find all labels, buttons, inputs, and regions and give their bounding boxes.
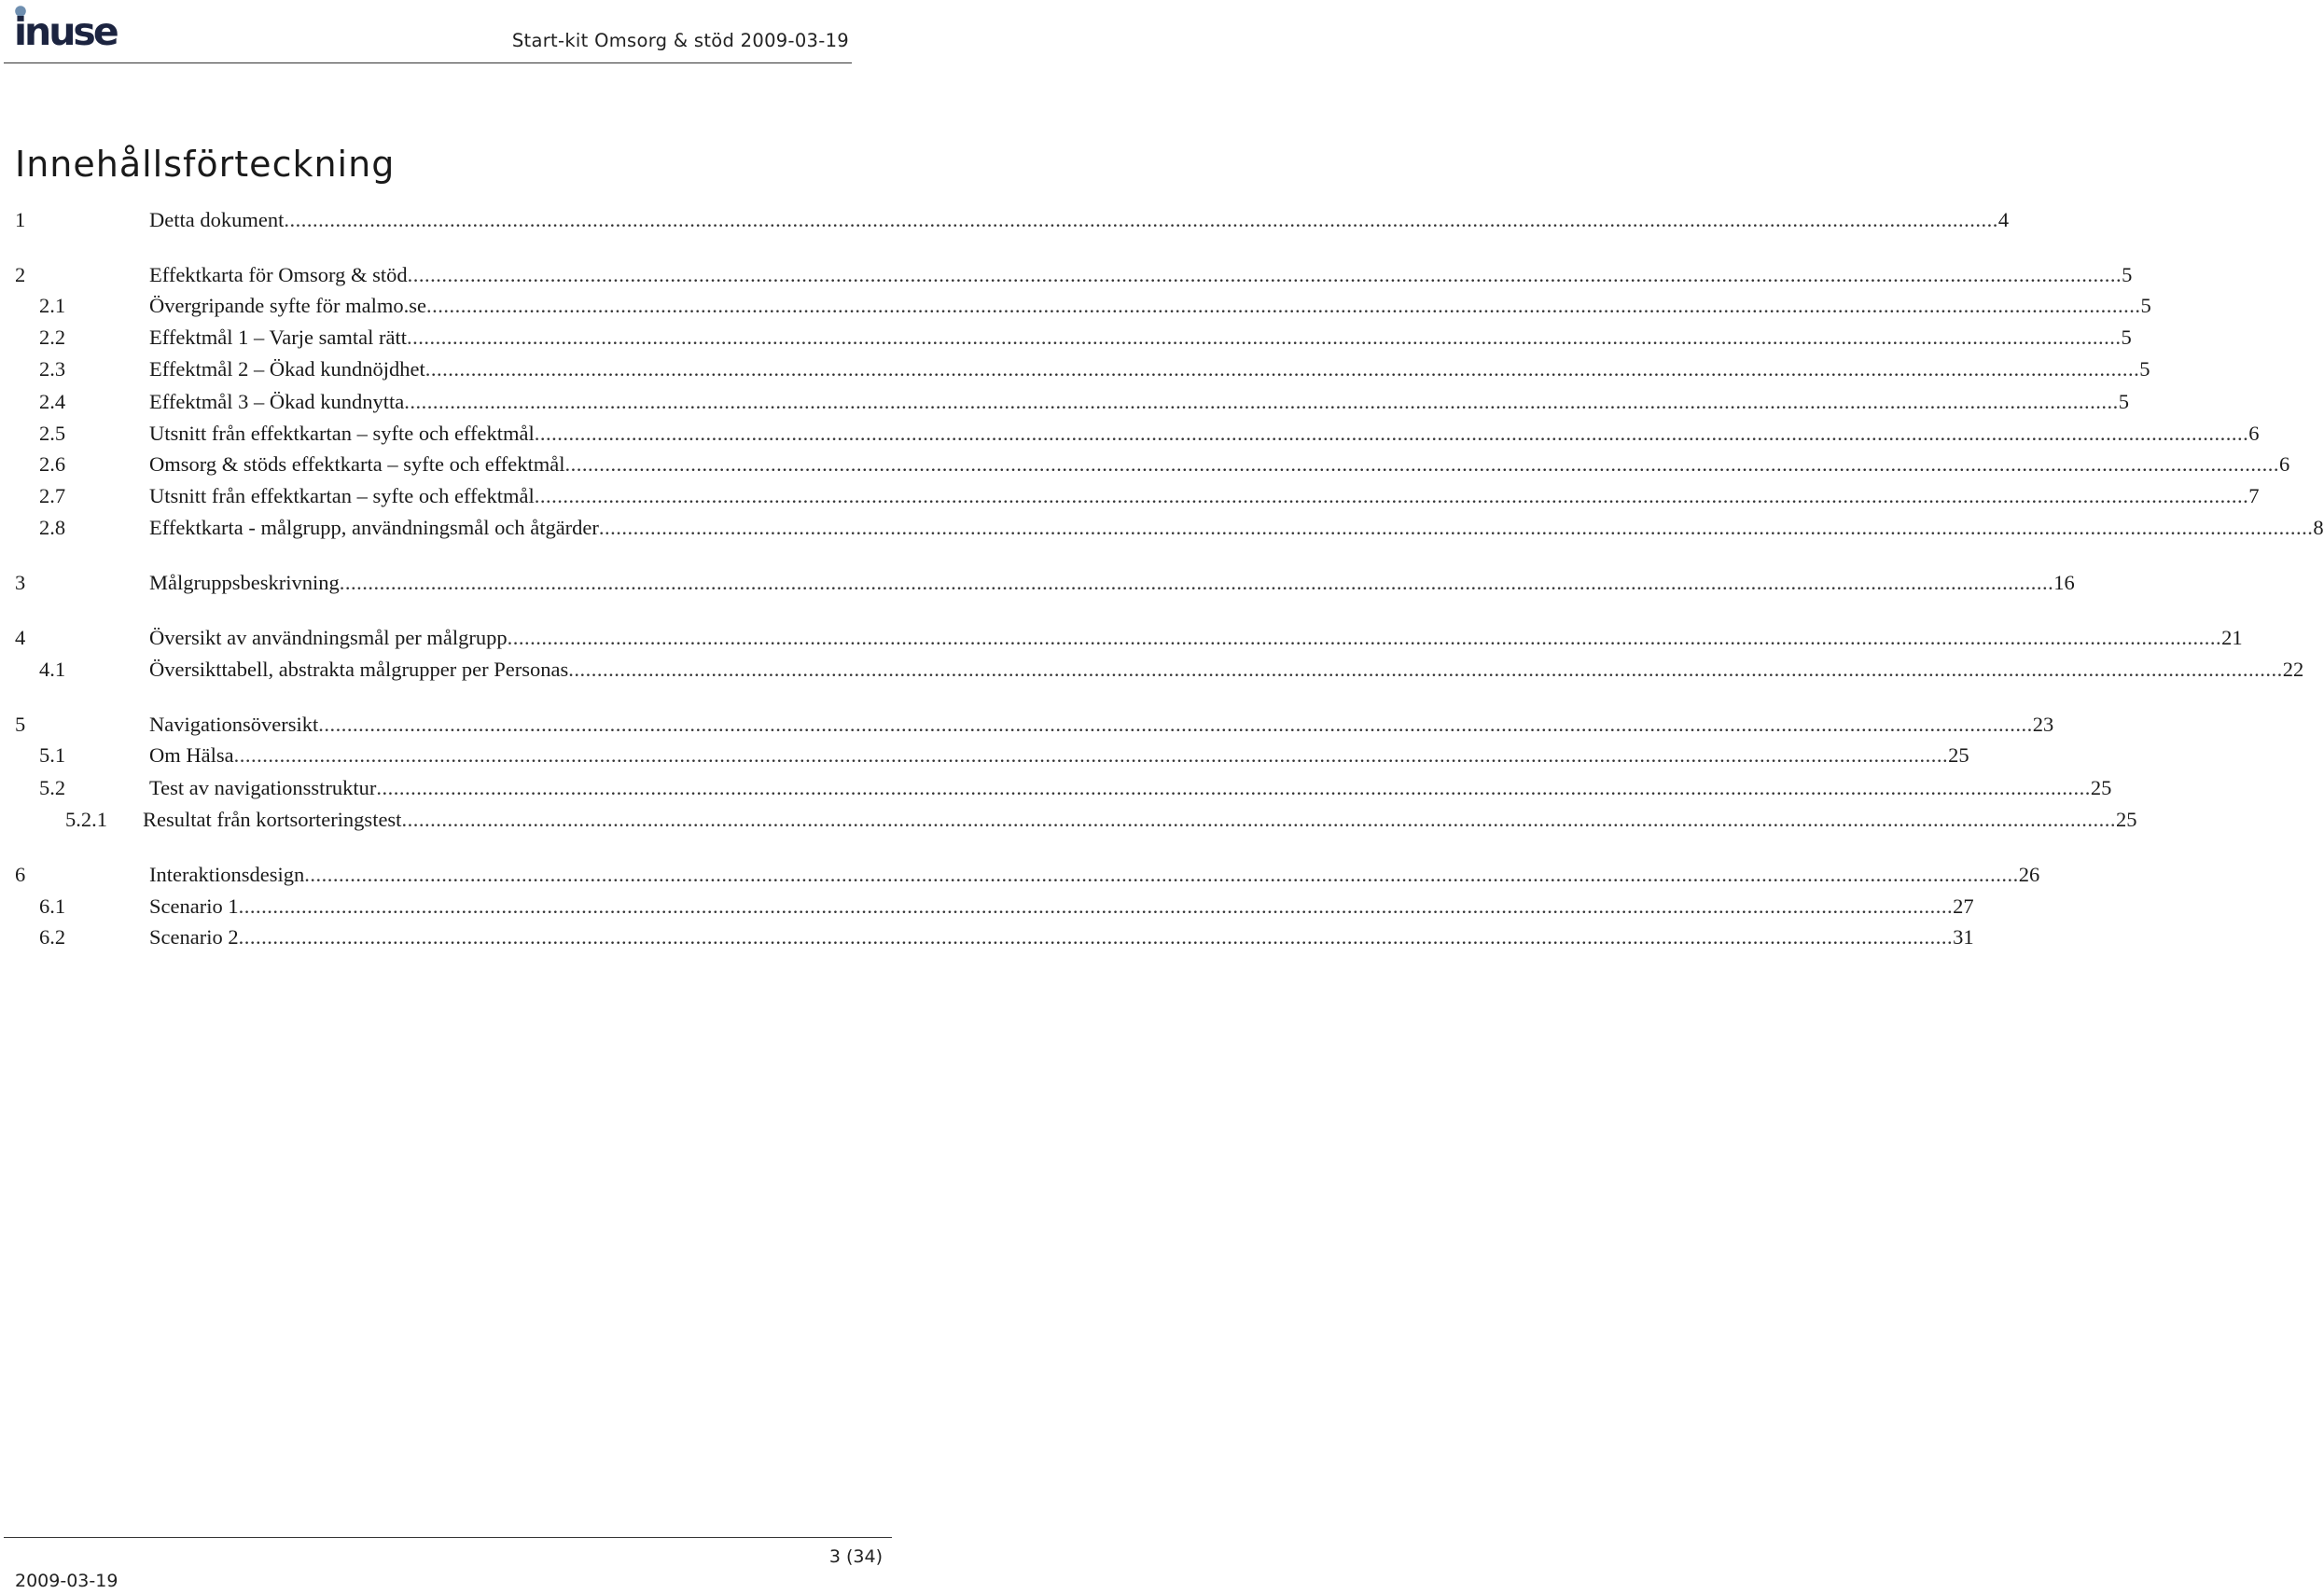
toc-entry[interactable]: [0, 569, 2075, 597]
toc-entry-title: Test av navigationsstruktur: [149, 776, 377, 799]
toc-entry-line: [149, 206, 2010, 234]
toc-entry-line: [149, 893, 1974, 921]
toc-entry-page: 16: [2053, 571, 2075, 594]
toc-entry-number: 6: [15, 863, 26, 886]
toc-entry-page: 5: [2122, 263, 2133, 286]
toc-entry-number: 4: [15, 626, 26, 649]
toc-dot-leader: ............................................................................................................................................................................................................................................................................................................: [534, 484, 2249, 507]
toc-entry-line: [149, 624, 2243, 652]
toc-entry-page: 6: [2279, 452, 2290, 476]
toc-dot-leader: ............................................................................................................................................................................................................................................................................................................: [318, 713, 2033, 736]
toc-dot-leader: ............................................................................................................................................................................................................................................................................................................: [238, 925, 1954, 949]
toc-entry-number: 2: [15, 263, 26, 286]
toc-entry-title: Utsnitt från effektkartan – syfte och effektmål: [149, 484, 535, 507]
toc-entry-line: [149, 292, 2151, 320]
toc-entry-line: [149, 711, 2054, 739]
toc-entry-number: 2.6: [39, 452, 66, 476]
toc-dot-leader: ............................................................................................................................................................................................................................................................................................................: [564, 452, 2280, 476]
toc-entry-number: 5.2: [39, 776, 66, 799]
toc-entry-number: 2.3: [39, 357, 66, 381]
document-title: Start-kit Omsorg & stöd 2009-03-19: [511, 30, 849, 51]
toc-dot-leader: ............................................................................................................................................................................................................................................................................................................: [407, 263, 2122, 286]
toc-entry-title: Detta dokument: [149, 208, 285, 231]
toc-entry-line: [149, 324, 2132, 352]
toc-entry[interactable]: [0, 206, 2010, 234]
toc-dot-leader: ............................................................................................................................................................................................................................................................................................................: [568, 658, 2283, 681]
toc-heading: Innehållsförteckning: [15, 144, 396, 185]
toc-entry-page: 22: [2282, 658, 2304, 681]
toc-dot-leader: ............................................................................................................................................................................................................................................................................................................: [598, 516, 2314, 539]
page-indicator: 3 (34): [828, 1546, 883, 1567]
toc-entry-page: 5: [2140, 294, 2151, 317]
toc-entry-number: 6.2: [39, 925, 66, 949]
toc-entry-line: [149, 861, 2040, 889]
toc-entry-page: 6: [2248, 422, 2260, 445]
toc-entry-page: 5: [2121, 326, 2132, 349]
toc-entry-number: 5.1: [39, 743, 66, 767]
toc-entry-page: 7: [2248, 484, 2260, 507]
toc-entry-number: 4.1: [39, 658, 66, 681]
toc-entry-page: 4: [1997, 208, 2010, 231]
toc-entry-page: 27: [1953, 894, 1974, 918]
toc-entry-page: 26: [2018, 863, 2040, 886]
toc-entry-title: Om Hälsa: [149, 743, 234, 767]
toc-dot-leader: ............................................................................................................................................................................................................................................................................................................: [404, 390, 2119, 413]
toc-dot-leader: ............................................................................................................................................................................................................................................................................................................: [304, 863, 2019, 886]
toc-dot-leader: ............................................................................................................................................................................................................................................................................................................: [507, 626, 2222, 649]
toc-entry-title: Effektmål 1 – Varje samtal rätt: [149, 326, 407, 349]
toc-entry-line: [149, 482, 2260, 510]
toc-entry-line: [149, 742, 1969, 769]
toc-entry-line: [149, 569, 2075, 597]
toc-entry-title: Målgruppsbeskrivning: [149, 571, 340, 594]
toc-dot-leader: ............................................................................................................................................................................................................................................................................................................: [233, 743, 1949, 767]
page-header: [0, 0, 896, 65]
toc-entry-line: [149, 420, 2260, 448]
toc-dot-leader: ............................................................................................................................................................................................................................................................................................................: [426, 294, 2141, 317]
toc-entry-number: 5.2.1: [65, 808, 107, 831]
toc-entry-title: Effektmål 2 – Ökad kundnöjdhet: [149, 357, 425, 381]
toc-entry-number: 2.8: [39, 516, 66, 539]
toc-entry-page: 5: [2139, 357, 2150, 381]
toc-entry[interactable]: [0, 261, 2133, 289]
toc-entry-title: Resultat från kortsorteringstest: [143, 808, 402, 831]
toc-entry-title: Navigationsöversikt: [149, 713, 319, 736]
toc-entry-line: [143, 806, 2137, 834]
toc-entry-number: 2.5: [39, 422, 66, 445]
toc-entry-page: 31: [1953, 925, 1974, 949]
toc-entry-page: 21: [2221, 626, 2243, 649]
inuse-logo: [15, 2, 141, 54]
toc-entry-title: Övergripande syfte för malmo.se: [149, 294, 426, 317]
toc-dot-leader: ............................................................................................................................................................................................................................................................................................................: [238, 894, 1954, 918]
toc-entry-number: 6.1: [39, 894, 66, 918]
header-divider: [4, 62, 852, 63]
toc-entry-line: [149, 261, 2133, 289]
toc-dot-leader: ............................................................................................................................................................................................................................................................................................................: [534, 422, 2249, 445]
toc-entry-line: [149, 923, 1974, 951]
toc-dot-leader: ............................................................................................................................................................................................................................................................................................................: [401, 808, 2116, 831]
toc-entry-line: [149, 514, 2324, 542]
toc-entry-title: Interaktionsdesign: [149, 863, 305, 886]
toc-entry[interactable]: [0, 861, 2040, 889]
toc-entry-line: [149, 355, 2150, 383]
toc-entry-number: 1: [15, 208, 26, 231]
toc-entry-title: Översikt av användningsmål per målgrupp: [149, 626, 508, 649]
toc-entry-page: 5: [2118, 390, 2130, 413]
toc-dot-leader: ............................................................................................................................................................................................................................................................................................................: [339, 571, 2054, 594]
toc-entry-number: 2.1: [39, 294, 66, 317]
toc-entry-page: 25: [2090, 776, 2112, 799]
toc-entry-line: [149, 774, 2112, 802]
toc-entry-line: [149, 656, 2304, 684]
toc-entry[interactable]: [0, 624, 2243, 652]
toc-entry-title: Omsorg & stöds effektkarta – syfte och effektmål: [149, 452, 565, 476]
toc-entry-title: Scenario 1: [149, 894, 239, 918]
toc-entry[interactable]: [0, 711, 2054, 739]
toc-entry-page: 8: [2313, 516, 2324, 539]
footer-date: 2009-03-19: [15, 1571, 118, 1591]
toc-entry-number: 5: [15, 713, 26, 736]
toc-dot-leader: ............................................................................................................................................................................................................................................................................................................: [376, 776, 2091, 799]
toc-dot-leader: ............................................................................................................................................................................................................................................................................................................: [284, 208, 1998, 231]
toc-entry-title: Översikttabell, abstrakta målgrupper per Personas: [149, 658, 569, 681]
toc-entry-title: Effektkarta för Omsorg & stöd: [149, 263, 408, 286]
toc-entry-line: [149, 450, 2290, 478]
toc-entry-number: 2.2: [39, 326, 66, 349]
toc-entry-number: 2.4: [39, 390, 66, 413]
toc-entry-title: Effektkarta - målgrupp, användningsmål och åtgärder: [149, 516, 599, 539]
toc-entry-title: Utsnitt från effektkartan – syfte och effektmål: [149, 422, 535, 445]
toc-entry-title: Effektmål 3 – Ökad kundnytta: [149, 390, 405, 413]
toc-dot-leader: ............................................................................................................................................................................................................................................................................................................: [406, 326, 2122, 349]
toc-entry-number: 2.7: [39, 484, 66, 507]
toc-entry-page: 23: [2032, 713, 2054, 736]
toc-dot-leader: ............................................................................................................................................................................................................................................................................................................: [424, 357, 2140, 381]
toc-entry-page: 25: [1948, 743, 1969, 767]
toc-entry-title: Scenario 2: [149, 925, 239, 949]
toc-entry-page: 25: [2115, 808, 2137, 831]
toc-entry-number: 3: [15, 571, 26, 594]
toc-entry-line: [149, 388, 2130, 416]
footer-divider: [4, 1537, 892, 1538]
logo-wordmark: inuse: [14, 9, 117, 54]
